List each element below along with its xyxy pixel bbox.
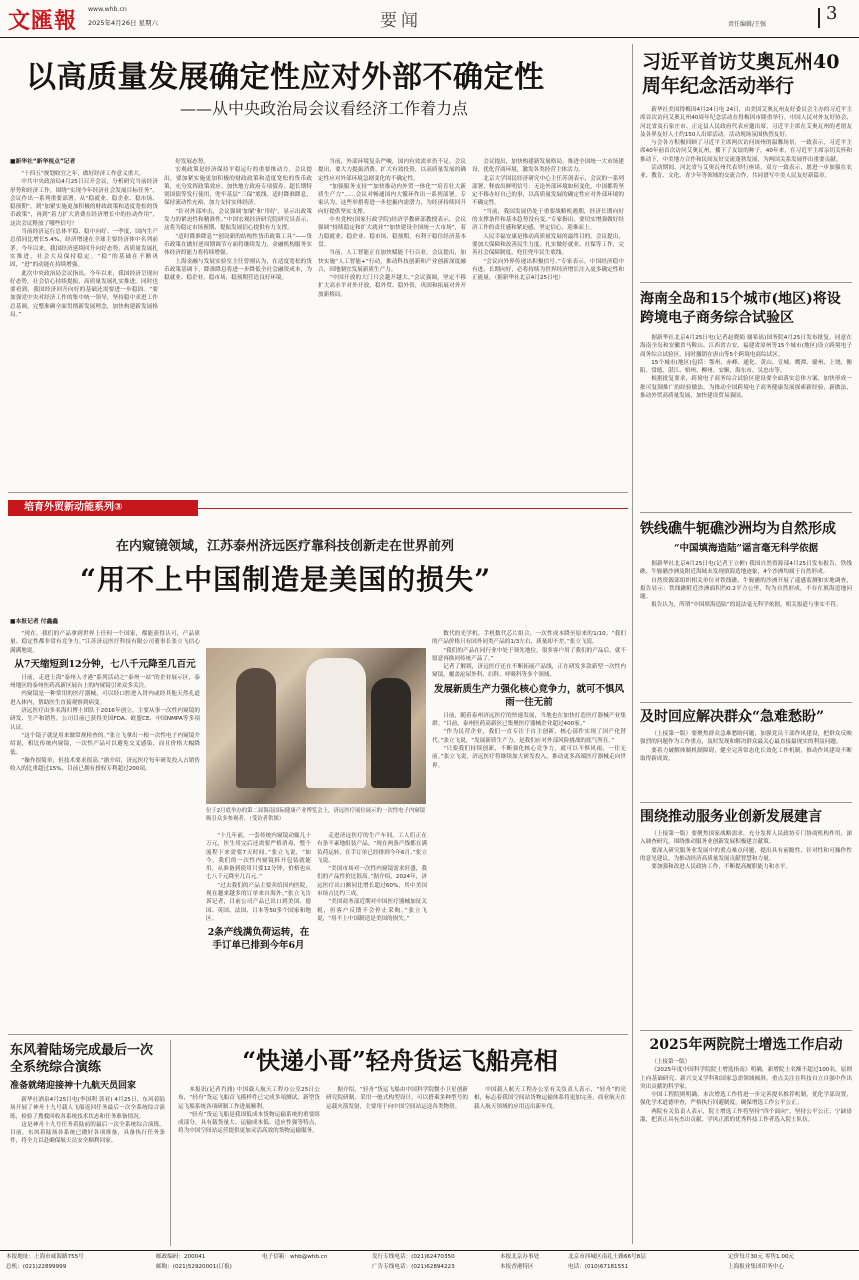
- photo-figure-left: [236, 668, 276, 788]
- paragraph: 自然资源部组织相关单位对铁线礁、牛轭礁的沙洲开展了遥感监测和实地调查，报告显示：铁线礁附近沙洲面积约0.2平方公里，均为自然形成，不存在填海造地问题。: [640, 577, 852, 601]
- lead-column-2: [164, 158, 312, 480]
- factory-kicker: 在内窥镜领域，江苏泰州济远医疗靠科技创新走在世界前列: [116, 539, 455, 554]
- paragraph: “我们的产品在同行业中处于领先地位，很多客户用了我们的产品后，就不愿意再换回传统产品了。”: [432, 647, 626, 662]
- factory-column-3: [317, 832, 427, 1030]
- lead-column-1: [10, 170, 158, 480]
- paragraph: 据新华社北京4月25日电(记者赵晓娟 谢希瑶)国务院4月25日发布批复，同意在海南全岛和安徽省马鞍山、江西省吉安、福建省漳州等15个城市(地区)设立跨境电子商务综合试验区，同时撤销在唐山等5个跨境电商综试区。: [640, 335, 852, 358]
- paragraph: 济远医疗由多名海归博士团队于2016年创立，主要从事一次性内窥镜的研发、生产和销售。公司目前已获得美国FDA、欧盟CE、中国NMPA等多项认证。: [10, 708, 200, 731]
- paragraph: 活动期间，河北省与艾奥瓦州代表举行座谈，双方一致表示，愿进一步加强在农业、教育、文化、青少年等领域的交流合作，共同谱写中美人民友好新篇章。: [640, 165, 852, 180]
- story-divider: [640, 1030, 852, 1031]
- footer-beijing-address: 北京市西城区南礼士路66号8层: [568, 1254, 646, 1260]
- paragraph: “会议向外界传递出积极信号。”专家表示，中国经济稳中有进、长期向好，必将持续为世界经济增长注入更多确定性和正能量。（据新华社北京4月25日电）: [472, 258, 624, 282]
- paragraph: （上接第一版）: [651, 1059, 691, 1065]
- paragraph: 宏观政策是经济保持平稳运行的重要推动力。会议提出，要加紧实施更加积极的财政政策和适度宽松的货币政策，充分发挥政策效应。加快地方政府专项债券、超长期特别国债等发行使用，兜牢基层“三保”底线。适时降准降息，保持流动性充裕，加力支持实体经济。: [164, 167, 312, 207]
- footer-switchboard: 总机：(021)22899999: [6, 1264, 67, 1270]
- paragraph: 新华社美国得梅因4月24日电 24日，由美国艾奥瓦州友好委员会主办的习近平主席首次访问艾奥瓦州40周年纪念活动在得梅因市隆重举行。中国人民对外友好协会、河北省及石家庄市、正定县人民政府代表应邀出席。习近平主席在艾奥瓦州的老朋友及各界友好人士约150人出席活动。活动现场氛围热烈友好。: [640, 107, 852, 138]
- paragraph: （上接第一版）要聚焦群众急难愁盼问题，加强党员干部作风建设，把群众反映强烈的问题作为工作重点，及时发现和解决群众最关心最直接最现实的利益问题。: [640, 731, 852, 746]
- paragraph: “过去我们的产品主要卖给国内医院，现在越来越多的订单来自海外。”张立飞告诉记者，目前公司产品已出口到美国、德国、英国、法国、日本等50多个国家和地区。: [206, 882, 311, 922]
- lead-headline: 以高质量发展确定性应对外部不确定性: [26, 60, 545, 95]
- paragraph: “十四五”规划收官之年，做好经济工作意义重大。: [21, 171, 145, 177]
- service-industry-article: [640, 830, 852, 1026]
- section-divider: [8, 492, 628, 493]
- lead-subheadline: ——从中央政治局会议看经济工作着力点: [180, 99, 469, 118]
- story-divider: [640, 802, 852, 803]
- response-headline: 及时回应解决群众“急难愁盼”: [640, 709, 825, 725]
- issue-date: 2025年4月26日 星期六: [88, 19, 159, 27]
- footer-subscription: 邮购：(021)52920001(订报): [156, 1264, 232, 1270]
- paragraph: 此次中央政治局会议指出，今年以来，我国经济呈现向好态势，社会信心持续提振，高质量发展扎实推进。同时也要看到，我国经济回升向好的基础还需要进一步稳固。“要加强党中央对经济工作的集中统一领导，坚持稳中求进工作总基调，完整准确全面贯彻新发展理念，加快构建新发展格局。”: [10, 270, 158, 319]
- reef-kicker: “中国填海造陆”谣言毫无科学依据: [674, 543, 818, 554]
- footer-distribution: 发行专线电话：(021)62470350: [372, 1254, 455, 1260]
- factory-column-1: [10, 630, 200, 1030]
- reef-article: [640, 560, 852, 700]
- paragraph: 中央党校(国家行政学院)经济学教研部教授表示，会议强调“持续稳定和扩大就业”“加快建设全国统一大市场”，着力稳就业、稳企业、稳市场、稳预期，有利于稳住经济基本盘。: [318, 217, 466, 248]
- paragraph: “操作很简单，但技术要求很高。”据介绍，济远医疗每年研发投入占销售收入的比重超过15%，目前已拥有授权专利超过200项。: [10, 757, 200, 773]
- footer-ads: 广告专线电话：(021)62894223: [372, 1264, 455, 1270]
- page-number-divider: [818, 8, 820, 28]
- footer-printer: 上海报业集团印务中心: [728, 1264, 784, 1270]
- page-number: 3: [826, 3, 838, 24]
- footer-email[interactable]: 电子信箱：whb@whb.cn: [262, 1254, 328, 1260]
- series-banner: 培育外贸新动能系列③: [8, 500, 198, 516]
- paragraph: 本报讯(记者肖浦) 中国载人航天工程办公室25日公布，“轻舟”货运飞船首飞模样件已完成多项测试，新型货运飞船系统各项研制工作进展顺利。: [178, 1087, 320, 1110]
- paragraph: “美国市场对一次性内窥镜需求旺盛，我们的产品性价比很高。”据介绍，2024年，济远医疗出口额同比增长超过60%，其中美国市场占比约三成。: [317, 866, 427, 898]
- paragraph: 《2025年度中国科学院院士增选指南》明确，新增院士名额不超过100名，原则上向基础研究、新兴交叉学科和国家急需领域倾斜，重点关注在科技自立自强中作出突出贡献的科学家。: [640, 1067, 852, 1090]
- paragraph: 15个城市(地区)包括：鄂州、赤峰、通化、黄山、宣城、鹰潭、赣州、上饶、衡阳、常德、湛江、梧州、柳州、安顺、海东市、吴忠市等。: [640, 359, 852, 375]
- landing-site-headline: 东风着陆场完成最后一次全系统综合演练: [10, 1043, 154, 1075]
- landing-site-article: [10, 1096, 165, 1246]
- section-name: 要闻: [380, 11, 422, 31]
- paragraph: “中国开放的大门只会越开越大。”会议强调，坚定不移扩大高水平对外开放，稳外贸、稳外资，巩固和拓展对外开放新格局。: [318, 275, 466, 298]
- paragraph: 据介绍，“轻舟”货运飞船由中国科学院微小卫星创新研究院研制，采用一舱式构型设计，可以搭乘多种型号的运载火箭发射，主要用于向中国空间站运送各类物资。: [326, 1087, 468, 1110]
- paragraph: 据新华社北京4月25日电(记者王立彬) 我国自然资源部4月25日发布报告，铁线礁、牛轭礁沙洲及附近海域未发现填海造地迹象，4个沙洲均属于自然形成。: [640, 561, 852, 576]
- paragraph: 记者了解到，济远医疗还在不断拓展产品线，正在研发多款新型一次性内窥镜，覆盖泌尿外科、妇科、呼吸科等多个领域。: [432, 664, 626, 679]
- xi-article: [640, 106, 852, 276]
- paragraph: 根据批复要求，跨境电子商务综合试验区建设要全面落实总体方案，加快形成一批可复制推广的经验做法，为推动全国跨境电子商务健康发展探索新经验、新做法，推动外贸高质量发展，加快建设贸易强国。: [640, 376, 852, 400]
- photo-figure-center: [306, 658, 366, 788]
- paragraph: （上接第一版）要聚焦国家战略需求，充分发挥人民政协专门协商机构作用，深入调查研究，围绕推动服务业创新发展积极建言献策。: [640, 831, 852, 846]
- paragraph: 新华社酒泉4月25日电(李国利 郭亚) 4月25日，东风着陆场开展了神舟十九号载人飞船返回任务最后一次全系统综合演练，检验了搜救回收各系统技术状态和任务准备情况。: [10, 1097, 165, 1120]
- paragraph: “只要我们持续创新，不断强化核心竞争力，就可以不惧风雨，一往无前。”张立飞说，济远医疗将继续加大研发投入，推动更多高端医疗器械走向世界。: [432, 745, 626, 769]
- footer-postcode: 邮政编码：200041: [156, 1254, 206, 1260]
- paragraph: 中共中央政治局4月25日召开会议，分析研究当前经济形势和经济工作。围绕“实现今年经济社会发展目标任务”，会议作出一系列重要部署。从“稳就业、稳企业、稳市场、稳预期”，到“加紧实施更加积极的财政政策和适度宽松的货币政策”，再到“着力扩大消费在经济增长中的拉动作用”，这次会议释放了哪些信号？: [10, 179, 158, 227]
- paragraph: 北京大学国民经济研究中心主任苏剑表示，会议的一系列部署，释放出鲜明信号：无论外部环境如何变化，中国都将坚定不移办好自己的事，以高质量发展的确定性应对外部环境的不确定性。: [472, 175, 624, 207]
- exhibition-photo: [206, 648, 426, 804]
- story-divider: [640, 282, 852, 283]
- paragraph: “适时降准降息”“创设新的结构性货币政策工具”——货币政策在做好逆周期调节方面将继续发力，金融机构服务实体经济的能力将持续增强。: [164, 233, 312, 257]
- paragraph: 报告认为，所谓“中国填海造陆”的说法毫无科学依据，相关报道与事实不符。: [651, 602, 842, 609]
- paragraph: 日前，随着泰州济远医疗的快速发展，当地也在加快打造医疗器械产业集群。“目前，泰州医药高新区已集聚医疗器械企业超过400家。”: [432, 712, 626, 728]
- cargo-ship-column-2: [326, 1086, 468, 1246]
- hainan-headline: 海南全岛和15个城市(地区)将设跨境电子商务综合试验区: [640, 291, 841, 326]
- website-url[interactable]: www.whb.cn: [88, 6, 127, 13]
- factory-subhead-3: 发展新质生产力强化核心竞争力，就可不惧风雨一往无前: [433, 683, 624, 708]
- paragraph: 走进济远医疗的生产车间，工人们正在有条不紊地组装产品。“现在两条产线都在满负荷运转，在手订单已经排到今年6月。”张立飞说。: [317, 833, 427, 864]
- paragraph: 要加强和改进人民政协工作，不断提高履职能力和水平。: [651, 864, 792, 871]
- factory-byline: ■本报记者 付鑫鑫: [10, 619, 59, 625]
- paragraph: “现在，我们的产品拿到世界上任何一个国家，都能获得认可，产品质量、稳定性都非常有竞争力。”江苏济远医疗科技有限公司董事长张立飞信心满满地说。: [10, 631, 200, 654]
- section-divider: [8, 1034, 628, 1035]
- footer-price: 定价每月30元 零售1.00元: [728, 1254, 795, 1260]
- story-divider: [640, 512, 852, 513]
- hainan-article: [640, 334, 852, 508]
- paragraph: “轻舟”货运飞船是我国低成本货物运输系统的重要组成部分，具有载货量大、运输成本低、适应性强等特点，将为中国空间站运营提供更加灵活高效的货物运输服务。: [178, 1111, 320, 1135]
- factory-column-4: [432, 630, 626, 1030]
- paragraph: “这个镜子就是用来做常规检查的。”张立飞拿出一根一次性电子内窥镜介绍说，相比传统内窥镜，一次性产品可以避免交叉感染，而且价格大幅降低。: [10, 732, 200, 756]
- paragraph: 上海金融与发展实验室主任曾刚认为，在适度宽松的货币政策基调下，降准降息将进一步降低全社会融资成本，为稳就业、稳企业、稳市场、稳预期营造良好环境。: [164, 258, 312, 282]
- footer-beijing-office: 本报北京办事处: [500, 1254, 540, 1260]
- story-divider: [640, 702, 852, 703]
- banner-rule: [198, 508, 628, 509]
- masthead: [0, 0, 859, 38]
- paragraph: 中国载人航天工程办公室有关负责人表示，“轻舟”的亮相，标志着我国空间站货物运输体系将更加完善，商业航天在载人航天领域的应用迈出新步伐。: [474, 1087, 626, 1110]
- paragraph: “作为民营企业，我们一直专注于自主创新，核心部件实现了国产化替代。”张立飞说，“发展新质生产力，是我们应对外部风险挑战的底气所在。”: [432, 729, 626, 744]
- paragraph: 两院有关负责人表示，院士增选工作将坚持“四个面向”，坚持公平公正、宁缺毋滥，把真正具有杰出贡献、学风正派的优秀科技工作者选入院士队伍。: [640, 1108, 852, 1124]
- xi-headline: 习近平首访艾奥瓦州40周年纪念活动举行: [642, 51, 840, 97]
- paragraph: 内窥镜是一种常用的医疗器械，可以经口腔进入胃内或经其他天然孔道进入体内，帮助医生直接观察到病变。: [10, 691, 200, 706]
- paragraph: 好发展态势。: [175, 159, 209, 165]
- paragraph: 日前，走进上海“泰州人才港”系列活动之“泰州一站”的企业展示区，泰州地区的泰州医药高新区展台上的内窥镜引来众多关注。: [10, 674, 200, 690]
- factory-headline: “用不上中国制造是美国的损失”: [80, 563, 492, 596]
- responsible-editor: 责任编辑/王强: [728, 21, 767, 28]
- cargo-ship-headline: “快递小哥”轻舟货运飞船亮相: [242, 1046, 558, 1075]
- paragraph: 当前，外部环境复杂严峻，国内有效需求仍不足。会议提出，要大力提振消费、扩大有效投资，以高质量发展的确定性应对外部环境急剧变化的不确定性。: [318, 159, 466, 182]
- paragraph: 人民幸福安康是推动高质量发展的最终目的。会议提出，要加大保障和改善民生力度，扎实做好就业、社保等工作，完善社会保障制度，兜住兜牢民生底线。: [472, 233, 624, 257]
- paragraph: 中国工程院则明确，本次增选工作将进一步完善提名推荐机制，优化学部设置，强化学术道德审查，严格执行回避制度，确保增选工作公平公正。: [640, 1092, 852, 1107]
- column-divider: [632, 44, 633, 1244]
- paragraph: “美国商务部近期对中国医疗器械加征关税，但客户反馈不会停止采购。”张立飞说，“用不上中国制造是美国的损失。”: [317, 899, 427, 922]
- response-article: [640, 730, 852, 798]
- lead-byline: ■新华社“新华视点”记者: [10, 159, 76, 165]
- paragraph: 当前经济运行总体平稳、稳中向好。一季度，国内生产总值同比增长5.4%，经济增速在全球主要经济体中名列前茅。今年以来，我国经济延续回升向好态势，高质量发展扎实推进，社会大局保持稳定。“稳”的基础在不断巩固，“进”的动能在持续增强。: [10, 229, 158, 269]
- paragraph: “当前，我国发展仍处于重要战略机遇期，经济长期向好的支撑条件和基本趋势没有变。”专家指出，要切实增强做好经济工作的责任感和紧迫感，坚定信心，迎难而上。: [472, 208, 624, 232]
- factory-column-2: [206, 832, 311, 1030]
- service-industry-headline: 围绕推动服务业创新发展建言: [640, 809, 822, 825]
- lead-column-3: [318, 158, 466, 480]
- photo-figure-right: [371, 678, 411, 788]
- academician-article: [640, 1058, 852, 1244]
- reef-headline: 铁线礁牛轭礁沙洲均为自然形成: [640, 521, 836, 537]
- paragraph: 数代的光学机、手机数代芯片组合，一次性成本降至原来的1/10。“我们的产品价格只有国外同类产品的1/3左右，质量却不差。”张立飞说。: [432, 631, 626, 646]
- cargo-ship-column-3: [474, 1086, 626, 1246]
- footer-beijing-tel: 电话：(010)67181551: [568, 1264, 629, 1270]
- paragraph: 要着力破解体制机制障碍，健全完善常态化长效化工作机制，推动作风建设不断取得新成效。: [640, 747, 852, 762]
- paragraph: 与会各方积极回顾了习近平主席两次访问该州的温馨场景，一致表示，习近平主席40年前首次访问艾奥瓦州，播下了友谊的种子，40年来，在习近平主席亲切关怀和推动下，中美地方合作和民间友好交流蓬勃发展，为两国关系发展作出重要贡献。: [640, 140, 852, 163]
- paragraph: 这是神舟十九号任务着陆前的最后一次全系统综合演练。目前，东风着陆场各系统已做好各项准备，具备执行任务条件，将全力以赴确保航天员安全顺利回家。: [10, 1121, 165, 1145]
- photo-caption: 位于2月底举办的第二届海南国际健康产业博览会上，济远医疗展位展示的一次性电子内窥镜吸引众多参观者。（受访者供图）: [206, 808, 426, 822]
- academician-headline: 2025年两院院士增选工作启动: [649, 1037, 843, 1053]
- paragraph: “十几年前，一套传统内窥镜动辄几十万元，医生用完后还需要严格消毒，整个流程下来需要7天时间。”张立飞说，“如今，我们的一次性内窥镜拆开包装就能用，从准备到使用只要12分钟，价格也从七八千元降至几百元。”: [206, 833, 311, 881]
- factory-subhead-1: 从7天缩短到12分钟，七八千元降至几百元: [14, 658, 196, 670]
- footer: [0, 1250, 859, 1280]
- paragraph: 当前，人工智能正在加快赋能千行百业。会议提出，加快实施“人工智能+”行动，推动科技创新和产业创新深度融合，因地制宜发展新质生产力。: [318, 250, 466, 273]
- newspaper-logo: 文匯報: [8, 8, 78, 34]
- footer-hk-office: 本报香港特区: [500, 1264, 534, 1270]
- cargo-ship-column-1: [178, 1086, 320, 1246]
- paragraph: “针对外部冲击，会议强调‘加紧’和‘用好’，显示出政策发力的紧迫性和精准性。”中国宏观经济研究院研究员表示，这将为稳定市场预期、提振发展信心提供有力支撑。: [164, 208, 312, 232]
- column-divider: [170, 1040, 171, 1246]
- paragraph: 要深入研究服务业发展中的重点难点问题，提出具有前瞻性、针对性和可操作性的意见建议，为推动经济高质量发展贡献智慧和力量。: [640, 847, 852, 862]
- factory-subhead-2: 2条产线满负荷运转，在手订单已排到今年6月: [207, 927, 310, 952]
- landing-site-kicker: 准备就绪迎接神十九航天员回家: [10, 1081, 137, 1091]
- lead-column-4: [472, 158, 624, 480]
- paragraph: 会议提出，加快构建新发展格局，推进全国统一大市场建设，优化营商环境，激发各类经营主体活力。: [472, 159, 624, 174]
- footer-address: 本报地址：上海市威海路755号: [6, 1254, 84, 1260]
- paragraph: “加强服务支持”“加快推动内外贸一体化”“培育壮大新质生产力”……会议对畅通国内大循环作出一系列部署。专家认为，这些举措将进一步挖掘内需潜力，为经济持续回升向好提供坚实支撑。: [318, 183, 466, 215]
